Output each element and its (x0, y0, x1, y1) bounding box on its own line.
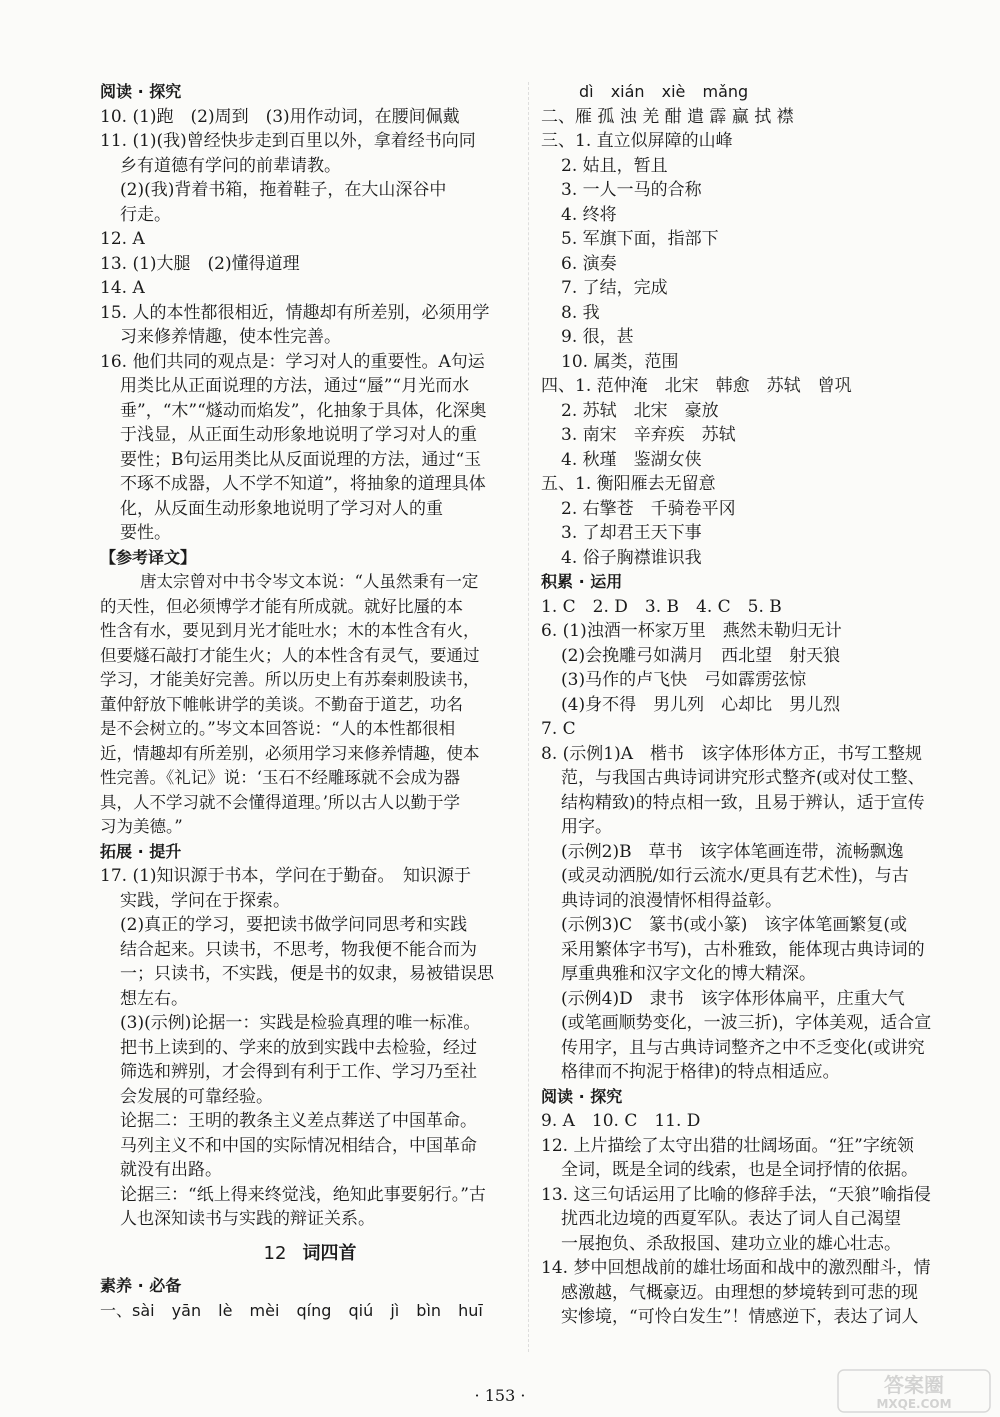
text-line: 三、1. 直立似屏障的山峰 (541, 131, 733, 151)
text-line: 6. 演奏 (561, 253, 617, 274)
text-line: (示例2)B 草书 该字体笔画连带，流畅飘逸 (561, 841, 904, 862)
column-divider (528, 82, 529, 1352)
text-line: 四、1. 范仲淹 北宋 韩愈 苏轼 曾巩 (541, 376, 852, 396)
text-line: 一展抱负、杀敌报国、建功立业的雄心壮志。 (561, 1233, 901, 1254)
text-line: 实践，学问在于探索。 (120, 890, 290, 911)
text-line: 会发展的可靠经验。 (120, 1086, 273, 1107)
text-line: 董仲舒放下帷帐讲学的美谈。不勤奋于道艺，功名 (100, 694, 463, 714)
text-line: (3)马作的卢飞快 弓如霹雳弦惊 (561, 670, 807, 690)
text-line: 扰西北边境的西夏军队。表达了词人自己渴望 (561, 1209, 901, 1229)
text-line: 化，从反面生动形象地说明了学习对人的重 (120, 498, 443, 519)
text-line: 4. 俗子胸襟谁识我 (561, 547, 702, 568)
text-line: (3)(示例)论据一：实践是检验真理的唯一标准。 (120, 1013, 481, 1033)
text-line: 想左右。 (120, 988, 188, 1009)
text-line: 行走。 (120, 204, 171, 225)
text-line: 性完善。《礼记》说：‘玉石不经雕琢就不会成为器 (100, 768, 460, 787)
text-line: 论据三：“纸上得来终觉浅，绝知此事要躬行。”古 (120, 1184, 486, 1205)
section-heading: 积累 · 运用 (541, 572, 623, 591)
section-title (100, 1242, 520, 1267)
text-line: dì xián xiè mǎng (579, 82, 749, 101)
text-line: 一；只读书，不实践，便是书的奴隶，易被错误思 (120, 964, 494, 984)
watermark-url: MXQE.COM (876, 1397, 952, 1411)
text-line: 14. A (100, 278, 145, 298)
text-line: 14. 梦中回想战前的雄壮场面和战中的激烈酣斗，情 (541, 1258, 931, 1278)
section-heading: 【参考译文】 (100, 547, 197, 567)
text-line: 垂”，“木”“燧动而焰发”，化抽象于具体，化深奥 (120, 400, 487, 421)
text-line: 不琢不成器，人不学不知道”，将抽象的道理具体 (120, 474, 486, 494)
text-line: (4)身不得 男儿列 心却比 男儿烈 (561, 694, 841, 715)
text-line: 范，与我国古典诗词讲究形式整齐(或对仗工整、 (561, 768, 925, 788)
text-line: 乡有道德有学问的前辈请教。 (120, 155, 341, 176)
text-line: (2)会挽雕弓如满月 西北望 射天狼 (561, 645, 841, 666)
text-line: 16. 他们共同的观点是：学习对人的重要性。A句运 (100, 351, 485, 372)
text-line: (示例4)D 隶书 该字体形体扁平，庄重大气 (561, 988, 905, 1009)
text-line: 8. 我 (561, 302, 600, 323)
section-number: 12 (263, 1242, 287, 1264)
text-line: 厚重典雅和汉字文化的博大精深。 (561, 964, 816, 984)
text-line: 11. (1)(我)曾经快步走到百里以外，拿着经书向同 (100, 131, 476, 151)
text-line: 13. (1)大腿 (2)懂得道理 (100, 253, 300, 274)
text-line: 3. 了却君王天下事 (561, 523, 702, 543)
text-line: 习为美德。” (100, 817, 183, 836)
text-line: 筛选和辨别，才会得到有利于工作、学习乃至社 (120, 1062, 477, 1082)
text-line: 格律而不拘泥于格律)的特点相适应。 (561, 1062, 840, 1082)
text-line: (或笔画顺势变化，一波三折)，字体美观，适合宣 (561, 1013, 932, 1033)
text-line: 9. 很，甚 (561, 327, 634, 347)
text-line: 二、雁 孤 浊 羌 酣 遣 霹 赢 拭 襟 (541, 106, 794, 127)
text-line: 人也深知读书与实践的辩证关系。 (120, 1209, 375, 1229)
section-title-text: 词四首 (302, 1242, 357, 1264)
text-line: 于浅显，从正面生动形象地说明了学习对人的重 (120, 425, 477, 445)
text-line: 3. 一人一马的合称 (561, 180, 702, 200)
page-number: · 153 · (474, 1386, 526, 1405)
text-line: 习来修养情趣，使本性完善。 (120, 327, 341, 347)
text-line: 3. 南宋 辛弃疾 苏轼 (561, 425, 736, 445)
text-line: 7. 了结，完成 (561, 278, 668, 298)
text-line: 传用字，且与古典诗词整齐之中不乏变化(或讲究 (561, 1037, 925, 1058)
watermark-logo (836, 1368, 992, 1414)
text-line: 一、sài yān lè mèi qíng qiú jì bìn huī (100, 1300, 483, 1320)
text-line: (2)真正的学习，要把读书做学问同思考和实践 (120, 915, 468, 935)
text-line: 2. 苏轼 北宋 豪放 (561, 400, 719, 421)
text-line: 5. 军旗下面，指部下 (561, 229, 719, 249)
text-line: 具，人不学习就不会懂得道理。’所以古人以勤于学 (100, 792, 460, 812)
text-line: 10. (1)跑 (2)周到 (3)用作动词，在腰间佩戴 (100, 106, 460, 127)
text-line: 2. 姑且，暂且 (561, 155, 668, 176)
section-heading: 拓展 · 提升 (100, 841, 182, 861)
text-line: 用字。 (561, 817, 612, 837)
text-line: 采用繁体字书写)，古朴雅致，能体现古典诗词的 (561, 939, 925, 960)
text-line: 12. 上片描绘了太守出猎的壮阔场面。“狂”字统领 (541, 1135, 914, 1156)
text-line: 结构精致)的特点相一致，且易于辨认，适于宣传 (561, 792, 925, 813)
text-line: 性含有水，要见到月光才能吐水；木的本性含有火， (100, 621, 480, 640)
text-line: 15. 人的本性都很相近，情趣却有所差别，必须用学 (100, 302, 490, 323)
right-text-block (541, 80, 932, 1330)
section-heading: 素养 · 必备 (100, 1276, 182, 1295)
text-line: 感激越，气概豪迈。由理想的梦境转到可悲的现 (561, 1282, 918, 1303)
text-line: (2)(我)背着书箱，拖着鞋子，在大山深谷中 (120, 180, 447, 200)
text-line: 4. 秋瑾 鉴湖女侠 (561, 449, 702, 470)
text-line: 唐太宗曾对中书令岑文本说：“人虽然秉有一定 (140, 572, 479, 591)
text-line: 17. (1)知识源于书本，学问在于勤奋。 知识源于 (100, 866, 472, 886)
text-line: 10. 属类，范围 (561, 351, 679, 372)
text-line: 但要燧石敲打才能生火；人的本性含有灵气，要通过 (100, 645, 480, 665)
text-line: 全词，既是全词的线索，也是全词抒情的依据。 (561, 1160, 918, 1180)
text-line: 五、1. 衡阳雁去无留意 (541, 474, 716, 494)
text-line: 8. (示例1)A 楷书 该字体形体方正，书写工整规 (541, 743, 922, 764)
text-line: 4. 终将 (561, 204, 617, 225)
left-column (100, 80, 520, 1323)
text-line: 马列主义不和中国的实际情况相结合，中国革命 (120, 1135, 477, 1156)
text-line: 1. C 2. D 3. B 4. C 5. B (541, 596, 782, 617)
text-line: 论据二：王明的教条主义差点葬送了中国革命。 (120, 1111, 477, 1131)
right-column (541, 80, 932, 1330)
text-line: 7. C (541, 719, 576, 739)
text-line: 近，情趣却有所差别，必须用学习来修养情趣，使本 (100, 743, 480, 763)
text-line: 是不会树立的。”岑文本回答说：“人的本性都很相 (100, 719, 456, 738)
left-after-title-block (100, 1274, 520, 1323)
text-line: 实惨境，“可怜白发生”！情感逆下，表达了词人 (561, 1307, 919, 1327)
text-line: 把书上读到的、学来的放到实践中去检验，经过 (120, 1037, 477, 1058)
text-line: 就没有出路。 (120, 1160, 222, 1180)
text-line: 12. A (100, 229, 145, 249)
section-heading: 阅读 · 探究 (541, 1086, 623, 1106)
text-line: 要性；B句运用类比从反面说理的方法，通过“玉 (120, 449, 482, 470)
text-line: 典诗词的浪漫情怀相得益彰。 (561, 890, 782, 911)
section-heading: 阅读 · 探究 (100, 82, 182, 101)
text-line: 学习，才能美好完善。所以历史上有苏秦刺股读书， (100, 670, 480, 689)
watermark-text: 答案圈 (884, 1373, 944, 1397)
text-line: (示例3)C 篆书(或小篆) 该字体笔画繁复(或 (561, 915, 907, 935)
text-line: 6. (1)浊酒一杯家万里 燕然未勒归无计 (541, 621, 842, 641)
text-line: 的天性，但必须博学才能有所成就。就好比蜃的本 (100, 596, 463, 616)
text-line: 13. 这三句话运用了比喻的修辞手法，“天狼”喻指侵 (541, 1184, 931, 1205)
text-line: 结合起来。只读书，不思考，物我便不能合而为 (120, 939, 477, 960)
left-text-block (100, 80, 520, 1232)
text-line: 要性。 (120, 523, 171, 543)
text-line: 9. A 10. C 11. D (541, 1111, 701, 1131)
text-line: (或灵动洒脱/如行云流水/更具有艺术性)，与古 (561, 866, 909, 886)
text-line: 用类比从正面说理的方法，通过“蜃”“月光而水 (120, 376, 470, 396)
text-line: 2. 右擎苍 千骑卷平冈 (561, 498, 736, 519)
